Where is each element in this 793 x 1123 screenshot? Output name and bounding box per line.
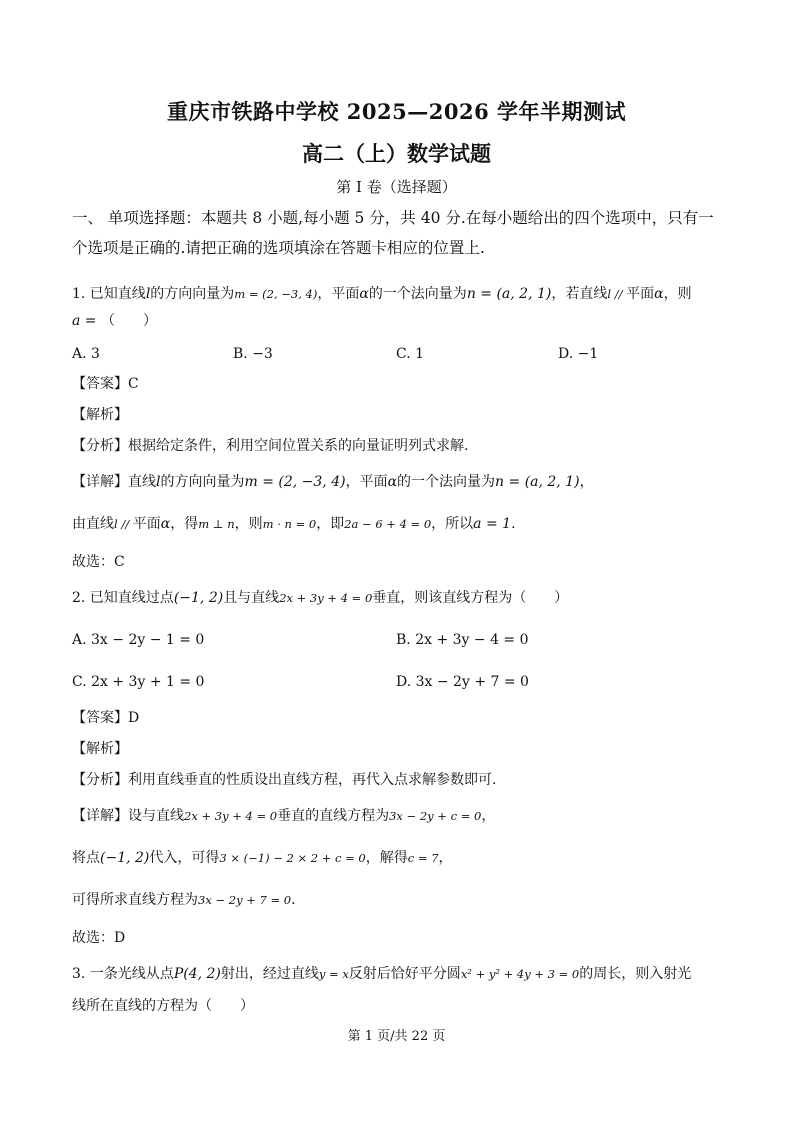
math: c = 7 (407, 851, 439, 865)
text: 将点 (72, 850, 100, 866)
q1-answer: 【答案】C (72, 376, 139, 392)
q2-option-c: C. 2x + 3y + 1 = 0 (72, 674, 205, 690)
text: 【详解】直线 (72, 474, 156, 490)
math: n = (a, 2, 1) (466, 286, 552, 302)
text: ，若直线 (551, 286, 608, 302)
math: 3 × (−1) − 2 × 2 + c = 0 (219, 851, 366, 865)
instructions-line-1: 一、 单项选择题：本题共 8 小题,每小题 5 分，共 40 分.在每小题给出的四个选项中，只有一 (72, 209, 714, 227)
math: α (160, 516, 171, 532)
math: (−1, 2) (173, 590, 224, 606)
math: m = (2, −3, 4) (244, 474, 346, 490)
volume-title: 第 I 卷（选择题） (336, 178, 457, 196)
text: . (291, 892, 296, 908)
text: 的一个法向量为 (368, 286, 467, 302)
text: （ ） (100, 313, 157, 329)
math: l (156, 474, 161, 490)
text: 的周长，则入射光 (579, 966, 692, 982)
text: ，解得 (365, 850, 408, 866)
q2-analysis-label: 【解析】 (72, 741, 128, 757)
text: 垂直，则该直线方程为（ ） (372, 590, 569, 606)
text: 的方向向量为 (160, 474, 245, 490)
text: 2. 已知直线过点 (72, 590, 174, 606)
text: ，则 (663, 286, 692, 302)
text: 代入，可得 (149, 850, 220, 866)
text: 的方向向量为 (150, 286, 235, 302)
q2-detail (72, 806, 495, 826)
text: 平面 (626, 286, 655, 302)
q2-answer: 【答案】D (72, 710, 140, 726)
instructions-line-2: 个选项是正确的.请把正确的选项填涂在答题卡相应的位置上. (72, 239, 485, 257)
q1-option-c: C. 1 (396, 346, 425, 362)
text: ， (438, 850, 453, 866)
text: . (511, 516, 516, 532)
q1-derivation (72, 514, 516, 534)
text: 的一个法向量为 (397, 474, 496, 490)
text: ，所以 (431, 516, 474, 532)
math: a = (72, 313, 101, 329)
text: 射出，经过直线 (220, 966, 319, 982)
math: P(4, 2) (173, 966, 221, 982)
math: (−1, 2) (100, 850, 150, 866)
text: 1. 已知直线 (72, 286, 146, 302)
text: ，则 (234, 516, 263, 532)
math: n = (a, 2, 1) (495, 474, 580, 490)
math: l // (607, 287, 627, 301)
q1-stem-line-1 (72, 284, 692, 304)
q1-option-a: A. 3 (72, 346, 100, 362)
text: 且与直线 (223, 590, 280, 606)
q2-option-b: B. 2x + 3y − 4 = 0 (396, 632, 529, 648)
text: 反射后恰好平分圆 (348, 966, 461, 982)
math: α (359, 286, 369, 302)
math: α (654, 286, 664, 302)
q3-stem-line-1 (72, 964, 691, 984)
text: 平面 (132, 516, 161, 532)
math: 2a − 6 + 4 = 0 (344, 517, 432, 531)
page-footer: 第 1 页/共 22 页 (347, 1029, 446, 1044)
q3-stem-line-2: 线所在直线的方程为（ ） (72, 998, 254, 1014)
q1-fenxi: 【分析】根据给定条件，利用空间位置关系的向量证明列式求解. (72, 438, 469, 454)
q2-result (72, 890, 296, 910)
q1-option-b: B. −3 (233, 346, 273, 362)
q1-choose: 故选：C (72, 554, 125, 570)
text: 由直线 (72, 516, 114, 532)
school-title: 重庆市铁路中学校 2025—2026 学年半期测试 (166, 99, 626, 124)
q2-substitution (72, 848, 452, 868)
text: 垂直的直线方程为 (277, 808, 390, 824)
text: ，即 (316, 516, 345, 532)
text: ， (481, 808, 496, 824)
math: m ⊥ n (198, 517, 235, 531)
q2-option-d: D. 3x − 2y + 7 = 0 (396, 674, 529, 690)
q1-stem-line-2 (72, 311, 157, 331)
text: ，平面 (345, 474, 388, 490)
q2-choose: 故选：D (72, 930, 126, 946)
math: 3x − 2y + c = 0 (389, 809, 482, 823)
math: y = x (318, 967, 349, 981)
text: 【详解】设与直线 (72, 808, 184, 824)
math: l (145, 286, 151, 302)
math: a = 1 (473, 516, 512, 532)
math: x² + y² + 4y + 3 = 0 (460, 967, 580, 981)
text: ， (579, 474, 594, 490)
text: ，平面 (317, 286, 360, 302)
subject-title: 高二（上）数学试题 (302, 141, 491, 166)
text: 可得所求直线方程为 (72, 892, 198, 908)
q2-stem (72, 588, 568, 608)
math: m = (2, −3, 4) (234, 287, 318, 301)
text: ，得 (170, 516, 199, 532)
math: m · n = 0 (262, 517, 317, 531)
q1-option-d: D. −1 (558, 346, 599, 362)
math: 3x − 2y + 7 = 0 (198, 893, 292, 907)
math: α (387, 474, 398, 490)
q2-fenxi: 【分析】利用直线垂直的性质设出直线方程，再代入点求解参数即可. (72, 772, 497, 788)
math: 2x + 3y + 4 = 0 (184, 809, 278, 823)
q1-detail (72, 472, 594, 492)
math: l // (114, 517, 133, 531)
math: 2x + 3y + 4 = 0 (279, 591, 373, 605)
text: 3. 一条光线从点 (72, 966, 174, 982)
q2-option-a: A. 3x − 2y − 1 = 0 (72, 632, 205, 648)
q1-analysis-label: 【解析】 (72, 407, 128, 423)
